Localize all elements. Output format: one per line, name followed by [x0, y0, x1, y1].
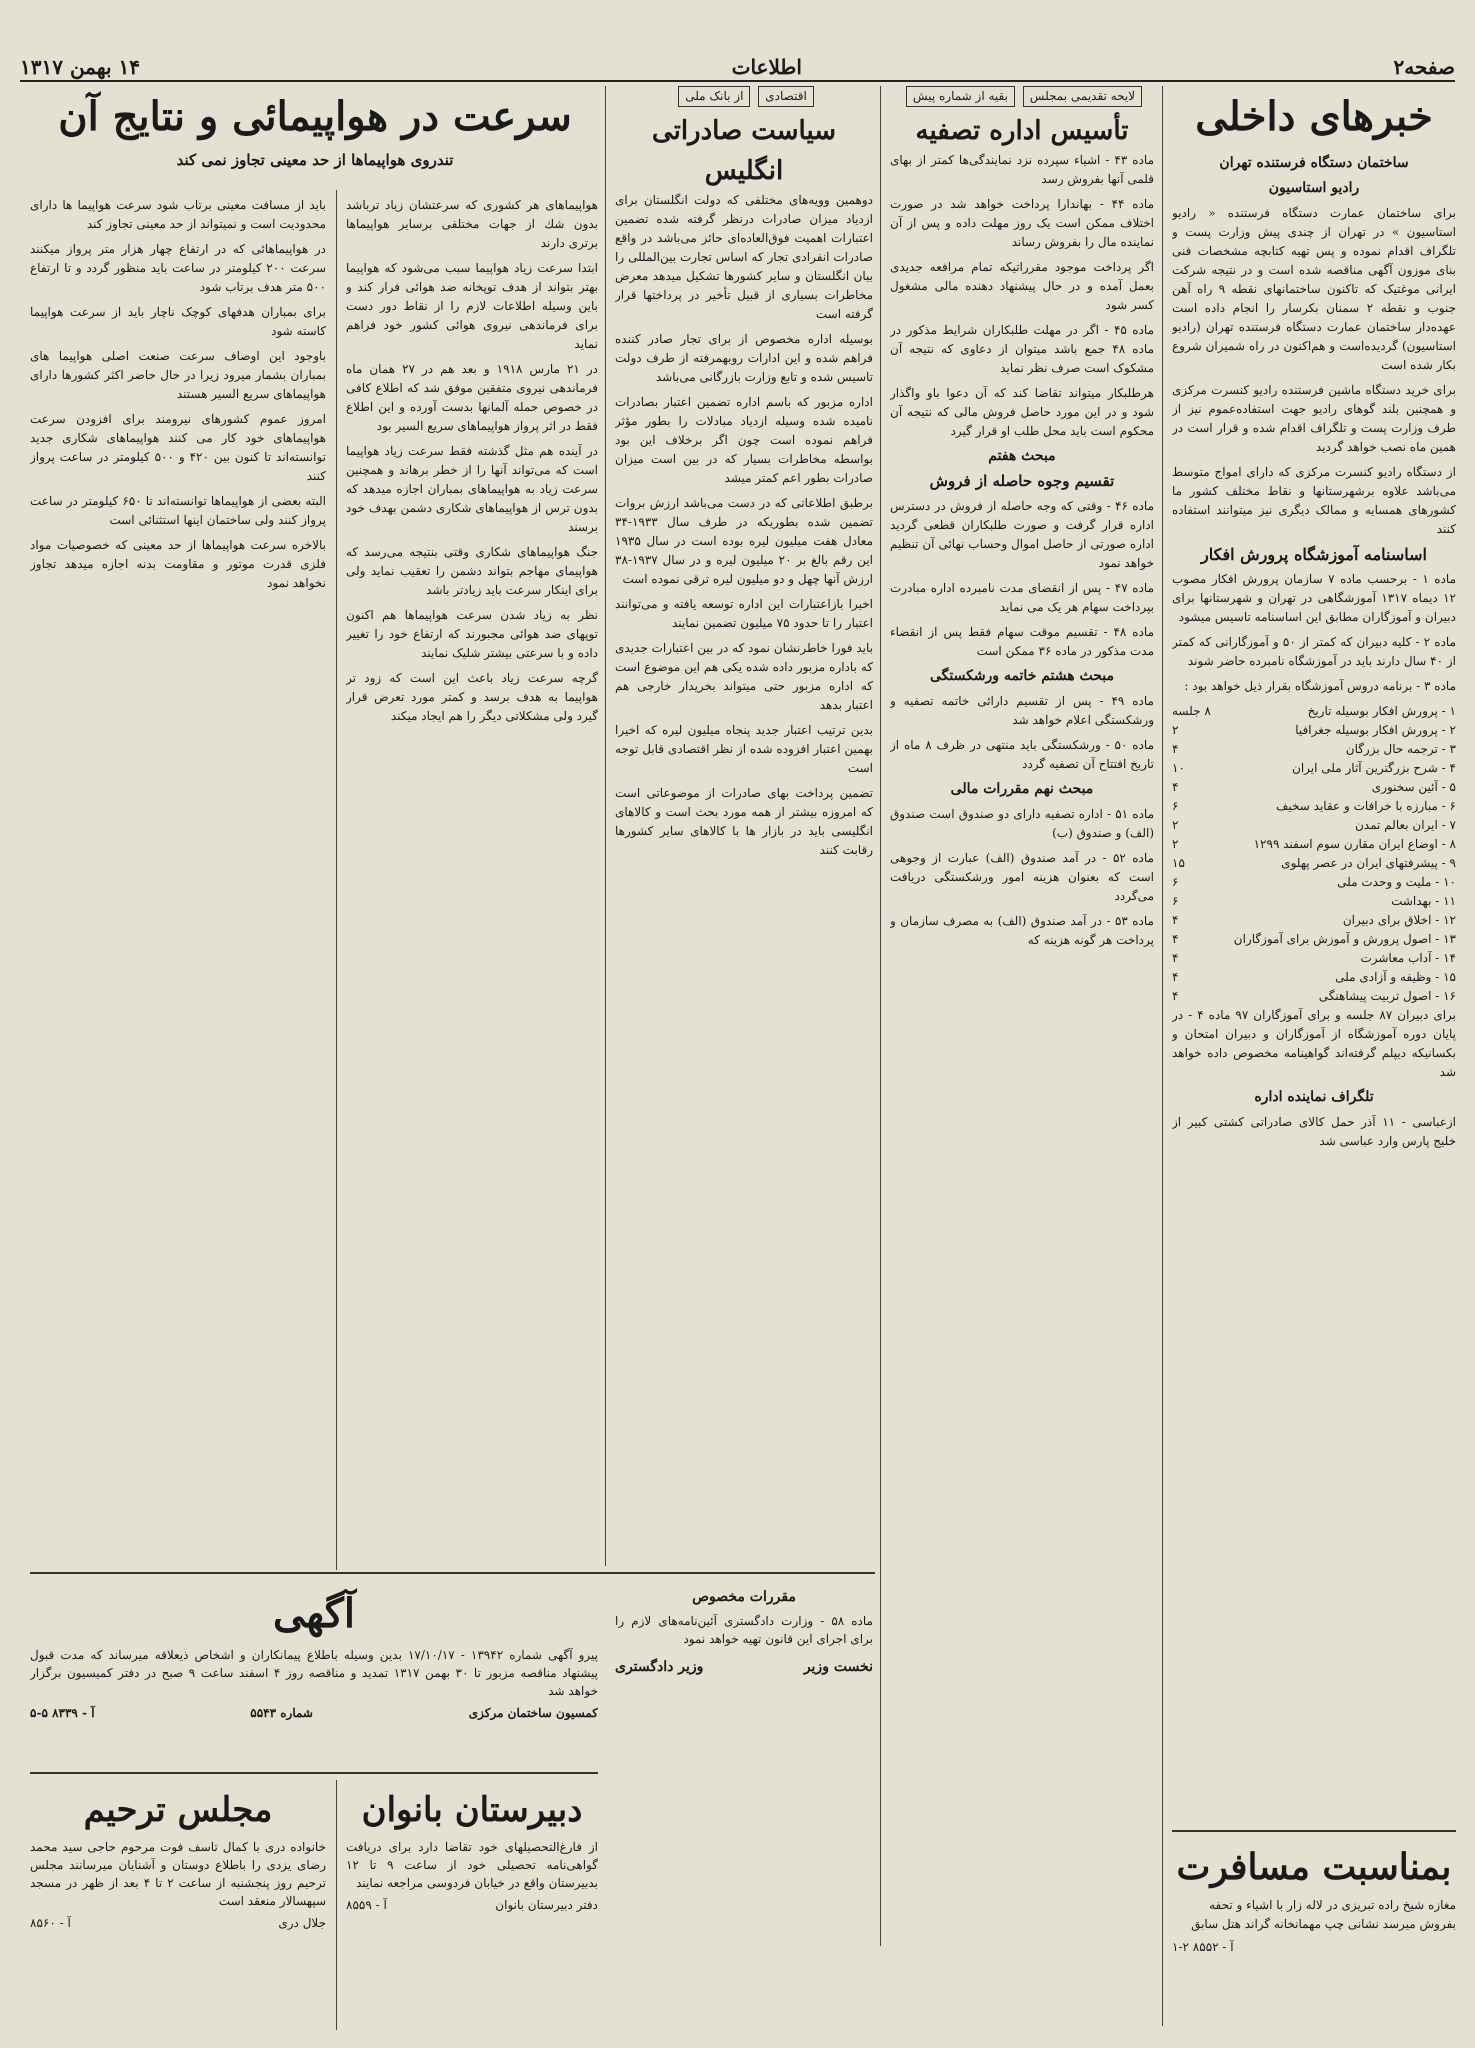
list-item: ۱۰ - ملیت و وحدت ملی ۶: [1172, 875, 1456, 889]
divider: [1172, 1830, 1456, 1832]
memorial-ad: [30, 1782, 326, 2022]
article-paragraph: باید از مسافت معینی برتاب شود سرعت هواپیما ها دارای محدودیت است و نمیتواند از حد معینی تجاوز کند: [30, 198, 326, 231]
article-paragraph: برای بمباران هدفهای کوچک ناچار باید از سرعت هواپیما کاسته شود: [30, 305, 326, 338]
list-item: ۴ - شرح بزرگترین آثار ملی ایران ۱۰: [1172, 761, 1456, 775]
decree-text: ماده ۵۸ - وزارت دادگستری آئین‌نامه‌های لازم را برای اجرای این قانون تهیه خواهد نمود: [615, 1614, 873, 1646]
article-paragraph: در ۲۱ مارس ۱۹۱۸ و بعد هم در ۲۷ همان ماه فرماندهی نیروی متفقین موفق شد که اطلاع کافی در خصوص حمله آلمانها بدست آورده و این اطلاع فقط در اثر پرواز هواپیماهای سریع السیر بود: [346, 362, 598, 433]
article-paragraph: جنگ هواپیماهای شکاری وقتی بنتیجه می‌رسد که هواپیمای مهاجم بتواند دشمن را تعقیب نماید ولی برای اینکار سرعت باید زیادتر باشد: [346, 545, 598, 597]
page-header: [20, 54, 1455, 82]
domestic-news-column: [1172, 86, 1456, 1826]
page-number: صفحه۲: [1393, 55, 1455, 79]
course-list: [1172, 702, 1456, 1006]
article-subtitle: تندروی هواپیماها از حد معینی تجاوز نمی کند: [176, 151, 454, 169]
notice-code: آ - ۸۳۳۹ ۵-۵: [30, 1706, 95, 1720]
article-paragraph: هرطلبکار میتواند تقاضا کند که آن دعوا باو واگذار شود و در این مورد حاصل فروش مالی که نتیجه آن محکوم است باید محل طلب او قرار گیرد: [890, 386, 1154, 438]
ad-signature: جلال دری: [278, 1916, 326, 1930]
decree-box: [615, 1582, 873, 2022]
article-paragraph: امروز عموم کشورهای نیرومند برای افزودن سرعت هواپیماهای خود کار می کنند هواپیماهای شکاری جدید توانسته‌اند تا کنون بین ۴۲۰ و ۵۰۰ کیلومتر در ساعت پرواز کنند: [30, 412, 326, 483]
article-paragraph: ماده ۵۲ - در آمد صندوق (الف) عبارت از وجوهی است که بعنوان هزینه امور ورشکستگی دریافت می‌گردد: [890, 851, 1154, 903]
list-item: ۷ - ایران بعالم تمدن ۲: [1172, 818, 1456, 832]
article-paragraph: بوسیله اداره مخصوص از برای تجار صادر کننده فراهم شده و این ادارات روبهمرفته از طرف دولت تاسیس شده و تابع وزارت بازرگانی می‌باشد: [615, 332, 873, 384]
article-paragraph: بالاخره سرعت هواپیماها از حد معینی که خصوصیات مواد فلزی قدرت موتور و مقاومت بدنه اجازه میدهد تجاوز نخواهد نمود: [30, 538, 326, 590]
article-paragraph: باوجود این اوصاف سرعت صنعت اصلی هواپیما های بمباران بشمار میرود زیرا در حال حاضر اکثر کشورها دارای هواپیماهای سریع السیر هستند: [30, 349, 326, 401]
article-paragraph: برای ساختمان عمارت دستگاه فرستنده « رادیو استاسیون » در تهران از چندی پیش وزارت پست و تلگراف اقدام نموده و پس تهیه کتابچه مشخصات فنی بنای موزون آگهی مناقصه شده است و در نتیجه شرکت ایرانی موغتیک که تاکنون ساختمانهای نقطه ۹ راه آهن جنوب و نقطه ۲ سمنان بکرسار را انجام داده است عهده‌دار ساختمان عمارت دستگاه فرستنده تهران (رادیو استاسیون) گردیده‌است و هم‌اکنون در راه شمیران شروع بکار شده است: [1172, 206, 1456, 372]
signature: نخست وزیر: [803, 1659, 873, 1675]
article-paragraph: ماده ۴۸ - تقسیم موقت سهام فقط پس از انقضاء مدت مذکور در ماده ۳۶ ممکن است: [890, 625, 1154, 658]
ad-code: آ - ۸۵۶۰: [30, 1916, 71, 1930]
article-paragraph: گرچه سرعت زیاد باعث این است که زود تر هواپیما به هدف برسد و کمتر مورد تعرض قرار گیرد ولی مشکلاتی دیگر را هم ایجاد میکند: [346, 671, 598, 723]
column-divider: [1162, 86, 1163, 2026]
aviation-headline: [30, 86, 600, 186]
section-heading: مقررات مخصوص: [692, 1589, 796, 1605]
section-heading: مبحث نهم مقررات مالی: [950, 781, 1094, 797]
article-title: سیاست صادراتی انگلیس: [651, 116, 837, 186]
ad-title: مجلس ترحیم: [83, 1790, 273, 1830]
headline: تلگراف نماینده اداره: [1254, 1089, 1374, 1105]
notice-text: پیرو آگهی شماره ۱۳۹۴۲ - ۱۷/۱۰/۱۷ بدین وسیله باطلاع پیمانکاران و اشخاص ذیعلاقه میرساند که مدت قبول پیشنهاد مناقصه مزبور تا ۳۰ بهمن ۱۳۱۷ تمدید و مناقصه روز ۴ اسفند ساعت ۹ صبح در دفتر کمیسیون برگزار خواهد شد: [30, 1648, 598, 1698]
article-paragraph: هواپیماهای هر کشوری که سرعتشان زیاد ترباشد بدون شك از جهات مختلفی برسایر هواپیماها برتری دارند: [346, 198, 598, 250]
article-paragraph: باید فورا خاطرنشان نمود که در بین اعتبارات جدیدی که باداره مزبور داده شده یکی هم این موضوع است که اداره مزبور حتی میتواند بخریدار خارجی هم اعتبار بدهد: [615, 641, 873, 712]
ad-text: خانواده دری با کمال تاسف فوت مرحوم حاجی سید محمد رضای یزدی را باطلاع دوستان و آشنایان میرسانند مجلس ترحیم روز پنجشنبه از ساعت ۲ تا ۴ بعد از ظهر در مسجد سپهسالار منعقد است: [30, 1840, 326, 1908]
article-paragraph: ماده ۴۳ - اشیاء سپرده نزد نمایندگی‌ها کمتر از بهای قلمی آنها بفروش رسد: [890, 153, 1154, 186]
article-paragraph: در هواپیماهائی که در ارتفاع چهار هزار متر پرواز میکنند سرعت ۲۰۰ کیلومتر در ساعت باید منظور گردد و تا ارتفاع ۵۰۰ متر هدف برتاب شود: [30, 242, 326, 294]
article-paragraph: ماده ۵۳ - در آمد صندوق (الف) به مصرف سازمان و پرداخت هر گونه هزینه که: [890, 914, 1154, 947]
law-column: [890, 86, 1154, 2016]
article-paragraph: تضمین پرداخت بهای صادرات از موضوعاتی است که امروزه بیشتر از همه مورد بحث است و کالاهای انگلیسی باید در بازار ها با کالاهای سایر کشورها رقابت کنند: [615, 786, 873, 857]
school-ad: [346, 1782, 598, 2022]
article-paragraph: نظر به زیاد شدن سرعت هواپیماها هم اکنون توپهای ضد هوائی مجبورند که ارتفاع خود را تغییر داده و با سرعتی بیشتر شلیک نمایند: [346, 608, 598, 660]
divider: [30, 1772, 598, 1774]
article-paragraph: برطبق اطلاعاتی که در دست می‌باشد ارزش بروات تضمین شده بطوریکه در طرف سال ۱۹۳۳-۳۴ معادل هفت میلیون لیره بوده است در سال ۱۹۳۵ این رقم بالغ بر ۲۰ میلیون لیره و در سال ۱۹۳۷-۳۸ ارزش آنها چهل و دو میلیون لیره ترقی نموده است: [615, 496, 873, 586]
article-paragraph: ابتدا سرعت زیاد هواپیما سبب می‌شود که هواپیما بهتر بتواند از هدف توپخانه ضد هوائی فرار کند و باین وسیله اطلاعات لازم را از نقاط دور دست برای فرماندهی نیروی هوائی کشور خود فراهم نماید: [346, 261, 598, 351]
ad-text: از فارغ‌التحصیلهای خود تقاضا دارد برای دریافت گواهی‌نامه تحصیلی خود از ساعت ۹ تا ۱۲ بدبیرستان واقع در خیابان فردوسی مراجعه نمایند: [346, 1840, 598, 1890]
article-paragraph: ماده ۴۶ - وقتی که وجه حاصله از فروش در دسترس اداره قرار گرفت و صورت طلبکاران قطعی گردید اداره صورتی از حاصل اموال وحساب نهائی آن تنظیم خواهد نمود: [890, 499, 1154, 570]
list-item: ۱۵ - وظیفه و آزادی ملی ۴: [1172, 970, 1456, 984]
export-column: [615, 86, 873, 1556]
article-paragraph: برای دبیران ۸۷ جلسه و برای آموزگاران ۹۷ ماده ۴ - در پایان دوره آموزشگاه از آموزگاران و دبیران امتحان و بکسانیکه دیپلم گرفته‌اند گواهینامه مخصوص داده خواهد شد: [1172, 1008, 1456, 1079]
notice-signature: کمسیون ساختمان مرکزی: [468, 1706, 598, 1720]
article-paragraph: ماده ۴۹ - پس از تقسیم دارائی خاتمه تصفیه و ورشکستگی اعلام خواهد شد: [890, 694, 1154, 727]
article-paragraph: اگر پرداخت موجود مقرراتیکه تمام مرافعه جدیدی بعمل آمده و در حال پیشنهاد دهنده مالی مشغول کسر شود: [890, 260, 1154, 312]
list-item: ۱۳ - اصول پرورش و آموزش برای آموزگاران ۴: [1172, 932, 1456, 946]
section-tag: از بانک ملی: [678, 86, 750, 107]
notice-title: آگهی: [273, 1590, 355, 1637]
ad-code: آ - ۸۵۵۹: [346, 1898, 387, 1912]
headline: اساسنامه آموزشگاه پرورش افکار: [1201, 545, 1427, 564]
list-item: ۱۶ - اصول تربیت پیشاهنگی ۴: [1172, 989, 1456, 1003]
article-paragraph: ازعباسی - ۱۱ آذر حمل کالای صادراتی کشتی کبیر از خلیج پارس وارد عباسی شد: [1172, 1115, 1456, 1148]
ad-title: دبیرستان بانوان: [361, 1790, 583, 1830]
list-item: ۳ - ترجمه حال بزرگان ۴: [1172, 742, 1456, 756]
ad-signature: دفتر دبیرستان بانوان: [495, 1898, 598, 1912]
article-paragraph: دوهمین وویه‌های مختلفی که دولت انگلستان برای ازدیاد میزان صادرات درنظر گرفته شده تضمین اعتبارات اهمیت فوق‌العاده‌ای حائز می‌باشد در واقع صادرات انفرادی تجار که اساس تجارت بین‌المللی را بیان انگلستان و سایر کشورها تشکیل میدهد معرض مخاطرات بسیاری از قبیل تأخیر در پرداختها قرار گرفته است: [615, 193, 873, 321]
article-paragraph: در آینده هم مثل گذشته فقط سرعت زیاد هواپیما است که می‌تواند آنها را از خطر برهاند و همچنین سرعت زیاد به هواپیماهای بمباران اجازه میدهد که بدون ترس از هواپیماهای شکاری دشمن بهدف خود برسند: [346, 444, 598, 534]
article-paragraph: اخیرا بازاعتبارات این اداره توسعه یافته و می‌توانند اعتبار را تا حدود ۷۵ میلیون تضمین نمایند: [615, 597, 873, 630]
aviation-column-left: [30, 196, 326, 1566]
headline: ساختمان دستگاه فرستنده تهران: [1219, 155, 1409, 171]
list-item: ۱۴ - آداب معاشرت ۴: [1172, 951, 1456, 965]
ad-code: آ - ۸۵۵۲ ۲-۱: [1172, 1940, 1234, 1954]
list-item: ۵ - آئین سخنوری ۴: [1172, 780, 1456, 794]
article-paragraph: ماده ۴۴ - بهاندارا پرداخت خواهد شد در صورت اختلاف ممکن است یک روز مهلت داده و پس از آن نماینده مال را بفروش رساند: [890, 197, 1154, 249]
article-paragraph: ماده ۵۰ - ورشکستگی باید منتهی در ظرف ۸ ماه از تاریخ افتتاح آن تصفیه گردد: [890, 738, 1154, 771]
article-paragraph: ماده ۲ - کلیه دبیران که کمتر از ۵۰ و آموزگارانی که کمتر از ۴۰ سال دارند باید در آموزشگاه نامبرده حاضر شوند: [1172, 635, 1456, 668]
column-divider: [605, 86, 606, 1566]
article-paragraph: از دستگاه رادیو کنسرت مرکزی که دارای امواج متوسط می‌باشد علاوه برشهرستانها و نقاط مختلف کشور ما کشورهای همسایه و ممالک دیگری نیز میتوانند استفاده کنند: [1172, 465, 1456, 536]
column-divider: [880, 86, 881, 1946]
article-title: سرعت در هواپیمائی و نتایج آن: [58, 93, 572, 140]
section-tag: اقتصادی: [758, 86, 814, 107]
notice-box: [30, 1582, 598, 1762]
newspaper-name: اطلاعات: [731, 55, 802, 79]
headline: رادیو استاسیون: [1268, 180, 1360, 196]
issue-date: ۱۴ بهمن ۱۳۱۷: [20, 55, 140, 79]
article-paragraph: البته بعضی از هواپیماها توانسته‌اند تا ۶۵۰ کیلومتر در ساعت پرواز کنند ولی ساختمان اینها استثنائی است: [30, 494, 326, 527]
section-heading: تقسیم وجوه حاصله از فروش: [929, 472, 1115, 490]
list-item: ۶ - مبارزه با خرافات و عقاید سخیف ۶: [1172, 799, 1456, 813]
ad-text: مغازه شیخ راده تبریزی در لاله زار با اشیاء و تحفه بفروش میرسد نشانی چپ مهمانخانه گراند هتل سابق: [1191, 1898, 1456, 1931]
article-paragraph: ماده ۴۷ - پس از انقضای مدت نامبرده اداره مبادرت بپرداخت سهام هر یک می نماید: [890, 581, 1154, 614]
article-paragraph: ماده ۱ - برحسب ماده ۷ سازمان پرورش افکار مصوب ۱۲ دیماه ۱۳۱۷ آموزشگاهی در تهران و شهرستانها برای دبیران و آموزگاران مطابق این اساسنامه تاسیس میشود: [1172, 572, 1456, 624]
article-paragraph: برای خرید دستگاه ماشین فرستنده رادیو کنسرت مرکزی و همچنین بلند گوهای رادیو جهت استفاده‌عموم نیز از طرف وزارت پست و تلگراف اقدام شده و قرار است در همین ماه نصب خواهد گردید: [1172, 383, 1456, 454]
section-title: خبرهای داخلی: [1195, 93, 1433, 140]
column-divider: [336, 190, 337, 1570]
travel-ad: [1172, 1838, 1456, 2028]
article-title: تأسیس اداره تصفیه: [915, 116, 1129, 146]
list-item: ۱ - پرورش افکار بوسیله تاریخ ۸ جلسه: [1172, 704, 1456, 718]
notice-number: شماره ۵۵۴۳: [250, 1706, 313, 1720]
list-item: ۲ - پرورش افکار بوسیله جغرافیا ۲: [1172, 723, 1456, 737]
signature: وزیر دادگستری: [615, 1659, 704, 1675]
column-divider: [336, 1780, 337, 2030]
list-item: ۸ - اوضاع ایران مقارن سوم اسفند ۱۲۹۹ ۲: [1172, 837, 1456, 851]
list-item: ۹ - پیشرفتهای ایران در عصر پهلوی ۱۵: [1172, 856, 1456, 870]
aviation-column-right: [346, 196, 598, 1566]
article-paragraph: ماده ۴۵ - اگر در مهلت طلبکاران شرایط مذکور در ماده ۴۸ جمع باشد میتوان از دعاوی که نتیجه آن مشکوک است صرف نظر نماید: [890, 323, 1154, 375]
divider: [30, 1572, 875, 1574]
section-tag: بقیه از شماره پیش: [906, 86, 1015, 107]
article-paragraph: ماده ۵۱ - اداره تصفیه دارای دو صندوق است صندوق (الف) و صندوق (ب): [890, 807, 1154, 840]
list-item: ۱۲ - اخلاق برای دبیران ۴: [1172, 913, 1456, 927]
article-paragraph: اداره مزبور که باسم اداره تضمین اعتبار بصادرات نامیده شده وسیله ازدیاد مبادلات را بطور مؤثر فراهم نموده است چون اگر برخلاف این بود بواسطه مخاطرات بسیار که در بین است میزان صادرات بطور اعم کمتر میشد: [615, 395, 873, 485]
section-tag: لایحه تقدیمی بمجلس: [1023, 86, 1142, 107]
section-heading: مبحث هشتم خاتمه ورشکستگی: [929, 668, 1115, 684]
ad-title: بمناسبت مسافرت: [1176, 1846, 1452, 1888]
article-paragraph: ماده ۳ - برنامه دروس آموزشگاه بقرار ذیل خواهد بود :: [1184, 679, 1456, 693]
list-item: ۱۱ - بهداشت ۶: [1172, 894, 1456, 908]
article-paragraph: بدین ترتیب اعتبار جدید پنجاه میلیون لیره که اخیرا بهمین اعتبار افزوده شده از نظر اقتصادی قابل توجه است: [615, 723, 873, 775]
section-heading: مبحث هفتم: [988, 448, 1056, 464]
